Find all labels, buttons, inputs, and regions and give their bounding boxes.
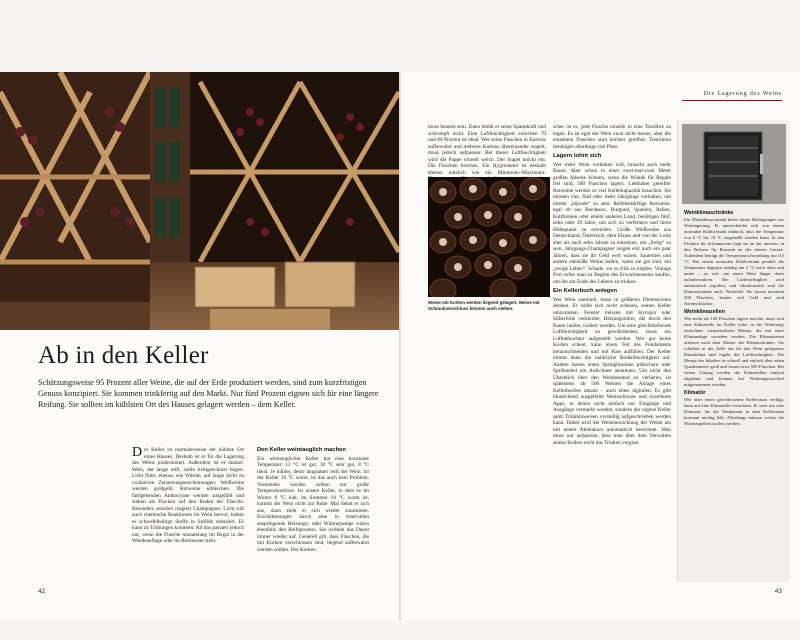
right-column-1-top <box>428 124 546 174</box>
left-page <box>0 72 399 620</box>
sidebar-paragraph: Wer über einen geschlossenen Kellerraum verfügt, kann auf eine Klimazelle verzichten. Er setzt nur eine Klimatür, die die Temperatur in dem Kellerraum konstant niedrig hält. Allerdings müssen vorher die Wärmequellen isoliert werden. <box>684 397 784 426</box>
sidebar-paragraph: Ein Weinklimaschrank bietet ideale Bedingungen zur Weinlagerung. Er unterscheidet sich von einem normalen Kühlschrank dadurch, dass die Temperatur von 6 °C bis 18 °C eingestellt werden kann. In den Fächern für Schaumwein liegt sie an der unteren, in den Fächern für Rotwein an der oberen Grenze. Außerdem beträgt die Temperaturschwankung nur 0,5 °C. Bei einem normalen Kühlschrank pendelt die Temperatur dagegen ständig um 2 °C nach oben und unten – zu viel, um einen Wein länger darin aufzubewahren. Die Luftfeuchtigkeit wird automatisch reguliert, und vibrationsfrei sind die Klimaschränke auch. Nachteile: Sie fassen maximal 200 Flaschen, kosten viel Geld und sind Stromschlucker. <box>684 217 784 306</box>
sidebar-text <box>684 208 784 429</box>
lede-paragraph: Schätzungsweise 95 Prozent aller Weine, die auf der Erde produziert werden, sind zum kurzfristigen Genuss konzipiert. Sie kommen trinkfertig auf den Markt. Nur fünf Prozent eignen sich für eine längere Reifung. Sie sollten im kühlsten Ort des Hauses gelagert werden – dem Keller. <box>38 378 379 409</box>
body-text: er Keller ist normalerweise der kühlste Ort eines Hauses. Deshalb ist er für die Lagerung des Weins prädestiniert. Außerdem ist er dunkel. Wein, der lange reift, sollte lichtgeschützt liegen. Licht führt, ebenso wie Wärme, auf lange Sicht zu oxidativen Zersetzungserscheinungen: Weißweine werden goldgelb, Rotweine erbleichen. Die farbgebenden Anthocyane werden ausgefällt und sinken als Flocken auf den Boden der Flasche. Besonders sensibel reagiert Champagner. Licht ruft auch chemische Reaktionen im Wein hervor, indem es schwefelhaltige Stoffe in Sulfide reduziert. Es kann zu Trübungen kommen. All das passiert jedoch nur, wenn die Flasche monatelang im Regal in der Wendeauflage oder im Restaurant steht. <box>132 447 244 544</box>
right-column-2 <box>553 124 671 584</box>
body-text: Ein weintauglicher Keller hat eine konstante Temperatur: 12 °C ist gut, 10 °C sehr gut, 8 °C ideal. Je kühler, desto langsamer reift der Wein. Ist der Keller 16 °C warm, ist das auch kein Problem. Vermieden werden sollten nur große Temperaturstürze. Ist unsere Keller, in dem es im Winter 8 °C kalt, im Sommer 18 °C warm ist, kommt der Wein nicht zur Ruhe. Mal dehnt er sich aus, dann zieht er sich wieder zusammen. Erschütterungen durch eine in Intervallen anspringende Heizungs- oder Wärmepumpe wären ebenfalls den Reifeprozess. Sie wirbeln das Depot immer wieder auf. Generell gilt, dass Flaschen, die mit Korken verschlossen sind, liegend aufbewahrt werden sollten. Der Korken <box>257 455 369 553</box>
running-head: Die Lagerung des Weins <box>703 90 782 97</box>
wine-bottles-photo <box>428 177 550 297</box>
running-head-rule <box>682 100 782 101</box>
body-text: scher ist es, jede Flasche einzeln in eine Tonröhre zu legen. Es ist egal der Wein zwar nicht besser, aber die einzelnen Flaschen sind leichter greifbar. Tonröhren benötigen allerdings viel Platz. <box>553 124 671 150</box>
sidebar-box <box>677 120 790 582</box>
body-text: Wer Wein sammelt, muss in größeren Dimensionen denken. Er sollte sich nicht scheuen, seinen Keller umzurüsten. Fenster müssen mit Styropor oder Silberfolie verkleidet, Heizungsrohre, die durch den Raum laufen, isoliert werden. Um eine gleichbleibende Luftfeuchtigkeit zu gewährleisten, muss ein Luftbefeuchter aufgestellt werden. Wer gar keine Kosten scheut, kann einen Teil des Fundaments herausschneiden und mit Kies auffüllen. Der Keller nimmt dann die natürliche Bodenfeuchtigkeit auf. Andere lassen einen Springbrunnen plätschern oder Sprühnebel ein Aufschnee anstreuen. Um nicht den Überblick über den Weinbestand zu verlieren, ist spätestens ab 500 Weinen die Anlage eines Kellerbuches ratsam – auch eines digitalen. Es gibt hinreichend ausgefeilte Weinsoftware und exzellente Apps, in denen nicht einfach nur Eingänge und Ausgänge vermerkt werden, sondern der eigene Keller samt Trinkhinweisen vorstellig aufgeschrieben werden kann. Dabei wird die Weinentwicklung der Weine am mit einem Aktienkurs automatisch berechnet. Man muss nur aufpassen, dass man über dem Verwalten seines Kellers nicht das Trinken vergisst. <box>553 296 671 446</box>
section-heading: Lagern lohnt sich <box>553 153 602 159</box>
sidebar-heading: Weinklimaschränke <box>684 210 734 216</box>
section-heading: Ein Kellerbuch anlegen <box>553 288 618 294</box>
page-title: Ab in den Keller <box>38 342 209 369</box>
sidebar-paragraph: Wer mehr als 120 Flaschen lagern möchte, muss sich eine Klimazelle im Keller (oder in der Wohnung) einrichten: wärmeisolierte Räume, die mit einer Klimaanlage versehen werden. Die Klimatürmen arbeiten nach dem Muster der Klimaschränke. Sie schaffen in der Zelle ein für den Wein geeignetes Raumklima und regeln die Luftfeuchtigkeit. Die Menge des Inhaltes ist schnell und einfach über einen Quadratmeter groß und fassen etwa 500 Flaschen. Bei einem Umzug werden die Klimazellen einfach abgebaut und können bei Wohnungswechsel mitgenommen werden. <box>684 316 784 387</box>
photo-caption: Weine mit Korken werden liegend gelagert. Weine mit Schraubverschluss können auch stehen. <box>428 300 540 311</box>
page-number-left: 42 <box>38 588 46 595</box>
body-text: muss benetzt sein. Dann bleibt er seine Spannkraft und schrumpft nicht. Eine Luftfeuchtigkeit zwischen 70 und 80 Prozent ist ideal. Wer seine Flaschen in Kartons aufbewahrt und mehrere Kartons übereinander stapelt, muss jedoch aufpassen: Bei dieser Luftfeuchtigkeit wird die Pappe schnell weich. Der Stapel knickt ein. Die Flaschen brechen. Ein Hygrometer ist deshalb ebenso nützlich wie ein Minimum-/Maximum- <box>428 124 546 176</box>
sidebar-heading: Weinklimazellen <box>684 309 725 315</box>
left-column-2 <box>257 447 369 553</box>
right-page <box>402 72 800 620</box>
wine-rack-illustration <box>0 72 399 330</box>
left-column-1 <box>132 447 244 545</box>
wine-fridge-photo <box>682 124 786 204</box>
section-heading: Den Keller weintauglich machen <box>257 447 346 453</box>
wine-rack-photo <box>0 72 399 330</box>
sidebar-heading: Klimatür <box>684 390 706 396</box>
page-number-right: 43 <box>774 588 782 595</box>
body-text: Wer mehr Wein vorhalten will, braucht auch mehr Raum. Aber schon in einer zwei-mal-zwei Meter großen Abseite können, wenn die Wände für Regale frei sind, 500 Flaschen lagern. Liebhaber gereifter Rotweine werden so viel Kellerkapazität brauchen. Sie müssen vier, fünf oder mehr Jahrgänge vorhalten, um immer „bijoude“ zu sein. Reifebedürftige Rotweine, egal ob aus Bordeaux, Burgund, Spanien, Italien, Kalifornien oder einem anderen Land, benötigen fünf, zehn oder 20 Jahre, um sich zu verfeinern und ihren Höhepunkt zu erreichen. Große Weißweine aus Deutschland, Österreich, dem Elsass und von der Loire eher als auch zehn Jahren zu einsetzen, um „fertig“ zu sein. Jahrgangs-Champagner zeigen erst nach ein paar Jahren, dass sie ihr Geld wert waren. Sauternes und andere edelsüße Weine halten, wenn sie gut sind, ein „ewige Leben“. Schade, sie zu früh zu köpfen. Vintage Port sollte man zu Beginn des Erwachsenseins kaufen, um ihn am Ende des Lebens zu trinken. <box>553 161 671 285</box>
bottle-stack-illustration <box>428 177 550 297</box>
drop-cap: D <box>132 445 143 460</box>
wine-fridge-illustration <box>682 124 786 204</box>
